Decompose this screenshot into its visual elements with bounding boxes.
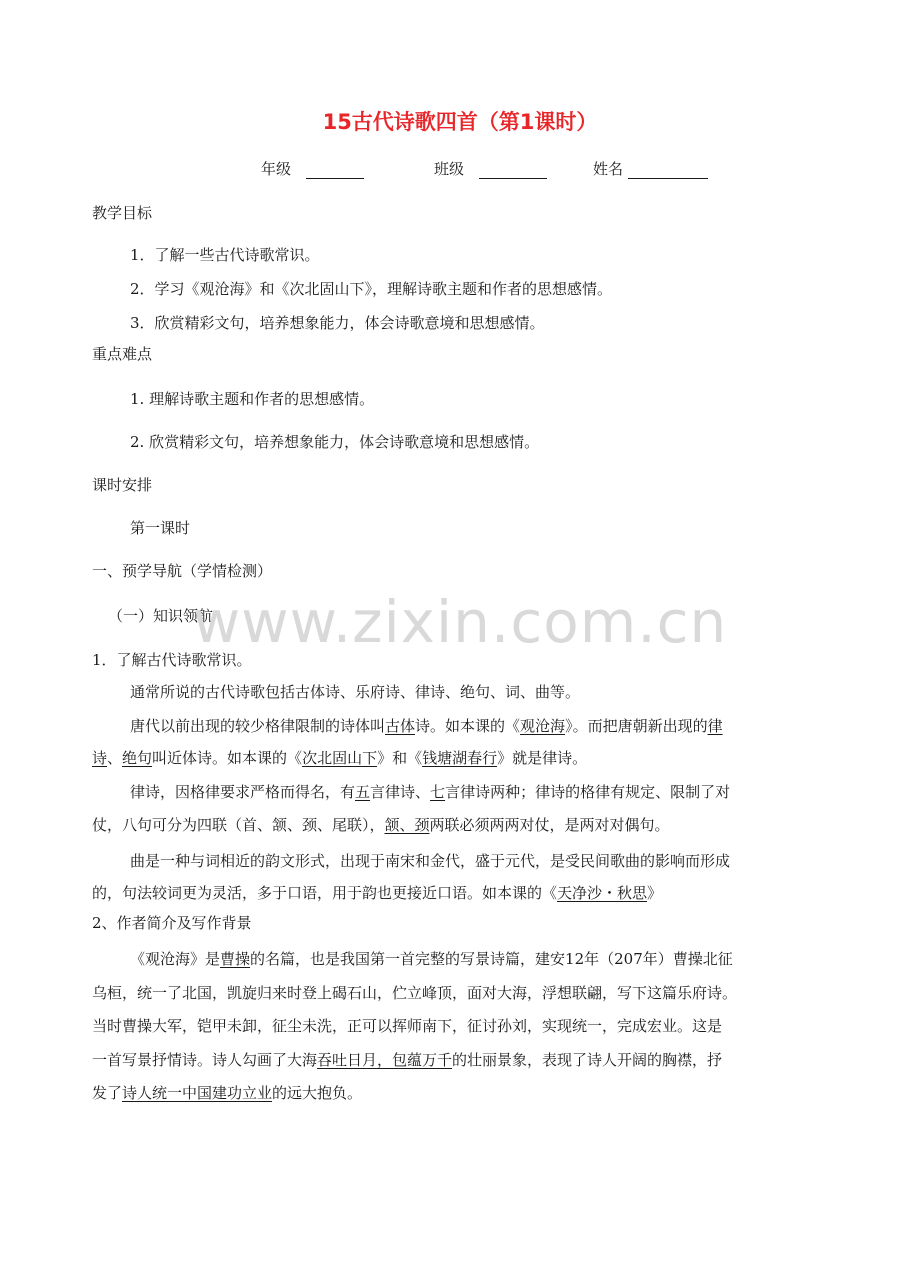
underlined-term: 七 (430, 783, 446, 801)
paragraph-continued: 仗，八句可分为四联（首、颔、颈、尾联），颔、颈两联必须两两对仗，是两对对偶句。 (92, 816, 670, 834)
underlined-term: 诗 (92, 749, 108, 767)
key-item: 1. 理解诗歌主题和作者的思想感情。 (130, 390, 375, 408)
paragraph-continued: 发了诗人统一中国建功立业的远大抱负。 (92, 1084, 363, 1102)
lesson-label: 第一课时 (130, 519, 191, 537)
paragraph-continued: 诗、绝句叫近体诗。如本课的《次北固山下》和《钱塘湖春行》就是律诗。 (92, 749, 588, 767)
paragraph: 通常所说的古代诗歌包括古体诗、乐府诗、律诗、绝句、词、曲等。 (130, 683, 581, 701)
underlined-term: 天净沙・秋思 (557, 884, 648, 902)
name-field (593, 159, 708, 179)
grade-blank[interactable] (306, 162, 364, 179)
goals-heading: 教学目标 (92, 204, 153, 222)
underlined-term: 次北固山下 (302, 749, 378, 767)
section-heading: 一、预学导航（学情检测） (92, 562, 273, 580)
key-item: 2. 欣赏精彩文句，培养想象能力，体会诗歌意境和思想感情。 (130, 433, 540, 451)
underlined-term: 绝句 (122, 749, 153, 767)
page-title: 15古代诗歌四首（第1课时） (322, 110, 598, 134)
paragraph-continued: 乌桓，统一了北国，凯旋归来时登上碣石山，伫立峰顶，面对大海，浮想联翩，写下这篇乐府诗。 (92, 984, 738, 1002)
class-blank[interactable] (479, 162, 547, 179)
key-heading: 重点难点 (92, 345, 153, 363)
paragraph: 《观沧海》是曹操的名篇，也是我国第一首完整的写景诗篇，建安12年（207年）曹操北征 (130, 950, 733, 968)
underlined-term: 古体 (385, 717, 416, 735)
underlined-term: 律 (707, 717, 723, 735)
goal-item: 2．学习《观沧海》和《次北固山下》，理解诗歌主题和作者的思想感情。 (130, 280, 613, 298)
class-field (434, 159, 547, 179)
underlined-term: 吞吐日月，包蕴万千 (317, 1051, 453, 1069)
underlined-term: 诗人统一中国建功立业 (122, 1084, 273, 1102)
paragraph: 唐代以前出现的较少格律限制的诗体叫古体诗。如本课的《观沧海》。而把唐朝新出现的律 (130, 717, 723, 735)
name-label: 姓名 (593, 160, 624, 178)
grade-label: 年级 (261, 160, 292, 178)
underlined-term: 钱塘湖春行 (422, 749, 498, 767)
schedule-heading: 课时安排 (92, 476, 153, 494)
watermark: www.zixin.com.cn (192, 588, 728, 656)
author-heading: 2、作者简介及写作背景 (92, 914, 252, 932)
goal-item: 3．欣赏精彩文句，培养想象能力，体会诗歌意境和思想感情。 (130, 314, 545, 332)
knowledge-heading: 1．了解古代诗歌常识。 (92, 651, 252, 669)
class-label: 班级 (434, 160, 465, 178)
paragraph: 律诗，因格律要求严格而得名，有五言律诗、七言律诗两种；律诗的格律有规定、限制了对 (130, 783, 731, 801)
grade-field (261, 159, 364, 179)
underlined-term: 观沧海 (520, 717, 566, 735)
underlined-term: 曹操 (220, 950, 251, 968)
name-blank[interactable] (628, 162, 708, 179)
subsection-heading: （一）知识领航 (108, 607, 214, 625)
paragraph-continued: 当时曹操大军，铠甲未卸，征尘未洗，正可以挥师南下，征讨孙刘，实现统一，完成宏业。这是 (92, 1017, 723, 1035)
goal-item: 1．了解一些古代诗歌常识。 (130, 246, 320, 264)
paragraph: 曲是一种与词相近的韵文形式，出现于南宋和金代，盛于元代，是受民间歌曲的影响而形成 (130, 852, 731, 870)
underlined-term: 颔、颈 (384, 816, 430, 834)
paragraph-continued: 一首写景抒情诗。诗人勾画了大海吞吐日月，包蕴万千的壮丽景象，表现了诗人开阔的胸襟，抒 (92, 1051, 723, 1069)
paragraph-continued: 的，句法较词更为灵活，多于口语，用于韵也更接近口语。如本课的《天净沙・秋思》 (92, 884, 663, 902)
underlined-term: 五 (355, 783, 371, 801)
